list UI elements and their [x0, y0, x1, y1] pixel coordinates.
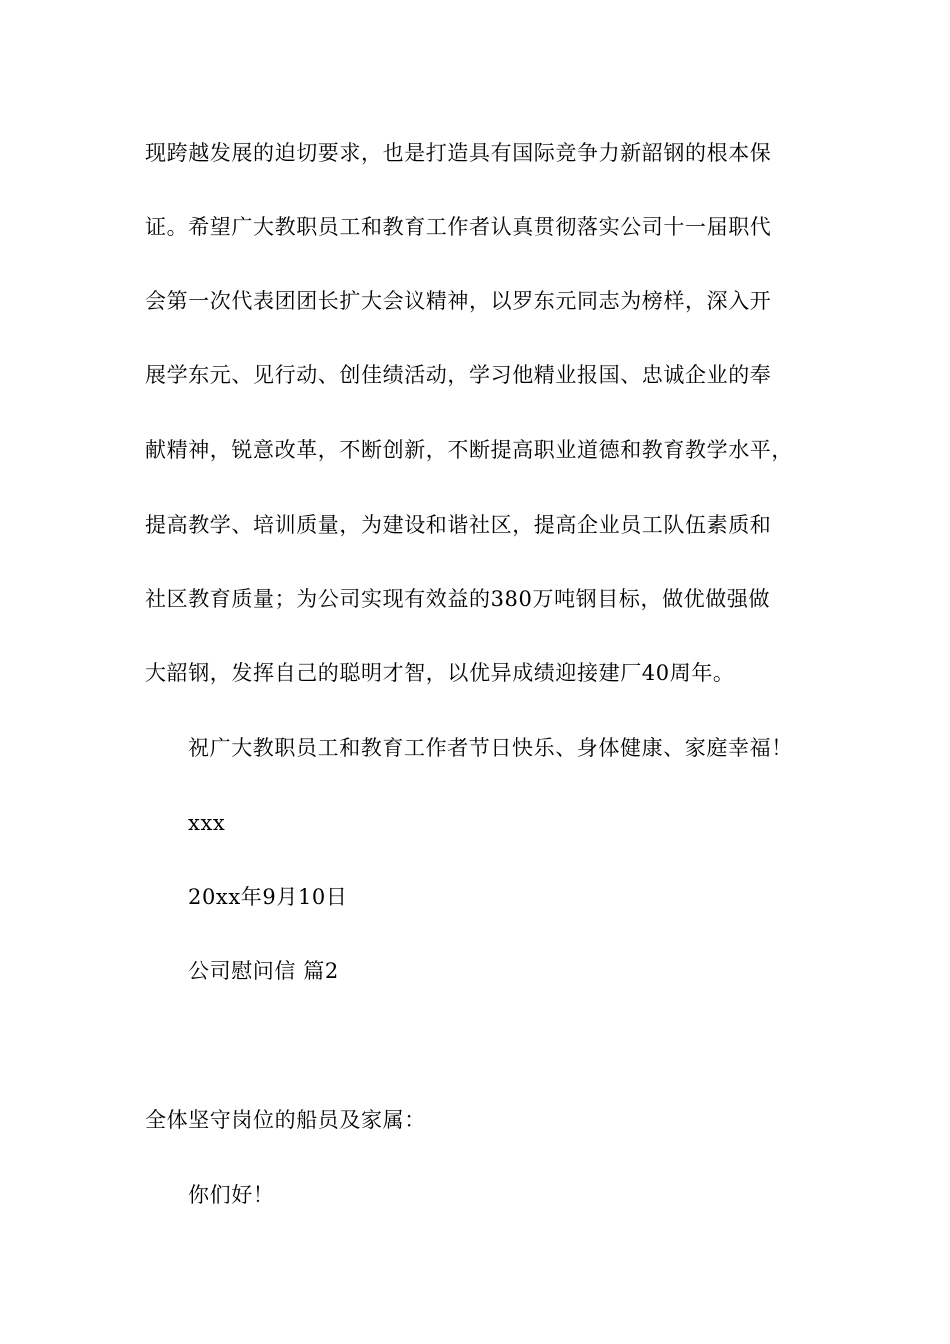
- paragraph-line-2: 证。希望广大教职员工和教育工作者认真贯彻落实公司十一届职代: [145, 215, 772, 239]
- blessing-text: 祝广大教职员工和教育工作者节日快乐、身体健康、家庭幸福！: [188, 736, 793, 760]
- paragraph-line-8: 大韶钢，发挥自己的聪明才智，以优异成绩迎接建厂40周年。: [145, 661, 735, 685]
- paragraph-line-1: 现跨越发展的迫切要求，也是打造具有国际竞争力新韶钢的根本保: [145, 141, 772, 165]
- paragraph-line-5: 献精神，锐意改革，不断创新，不断提高职业道德和教育教学水平，: [145, 438, 793, 462]
- signature: xxx: [188, 811, 226, 835]
- section-title: 公司慰问信 篇2: [188, 959, 339, 983]
- date: 20xx年9月10日: [188, 885, 348, 909]
- paragraph-line-3: 会第一次代表团团长扩大会议精神，以罗东元同志为榜样，深入开: [145, 289, 772, 313]
- greeting: 你们好！: [188, 1183, 275, 1207]
- salutation: 全体坚守岗位的船员及家属：: [145, 1108, 426, 1132]
- paragraph-line-7: 社区教育质量；为公司实现有效益的380万吨钢目标，做优做强做: [145, 587, 771, 611]
- paragraph-line-4: 展学东元、见行动、创佳绩活动，学习他精业报国、忠诚企业的奉: [145, 363, 772, 387]
- paragraph-line-6: 提高教学、培训质量，为建设和谐社区，提高企业员工队伍素质和: [145, 513, 772, 537]
